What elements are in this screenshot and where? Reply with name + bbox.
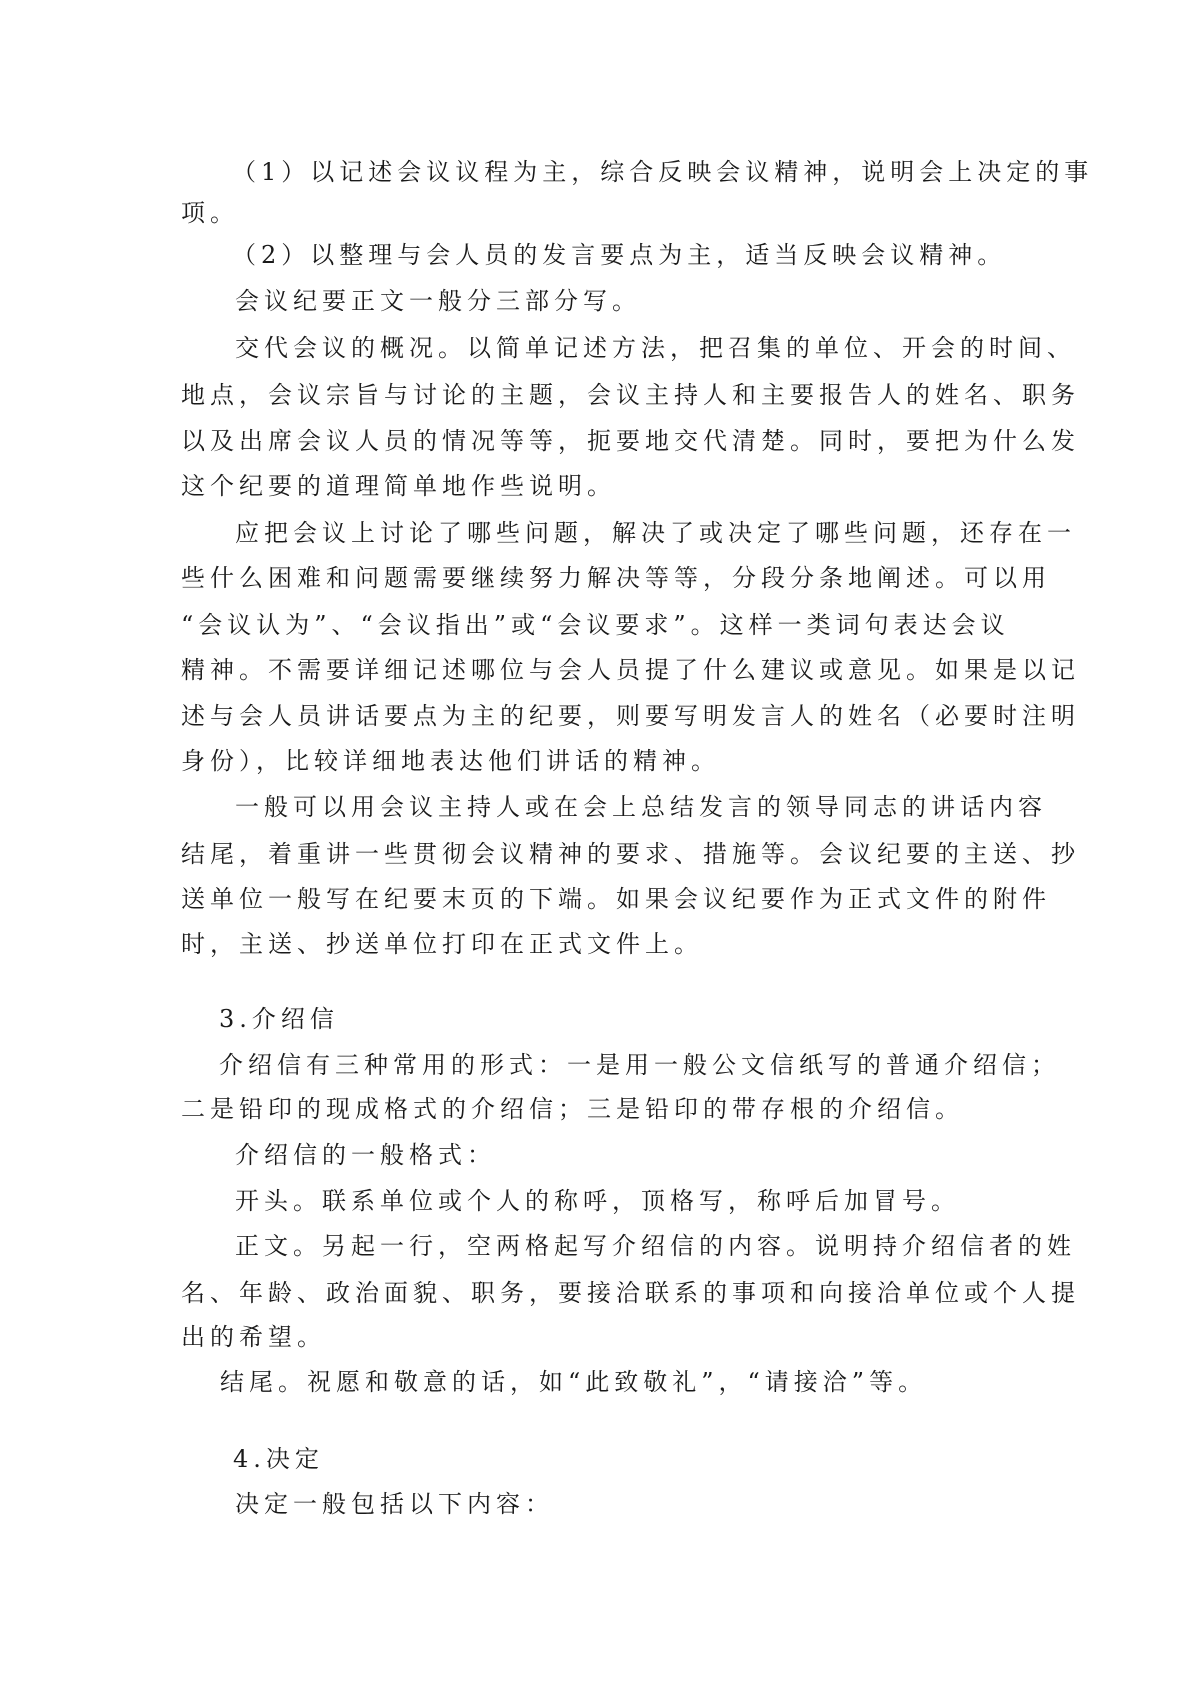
text-line: （1）以记述会议议程为主，综合反映会议精神，说明会上决定的事: [232, 158, 1094, 186]
text-line: 决定一般包括以下内容：: [235, 1490, 554, 1518]
text-line: 时，主送、抄送单位打印在正式文件上。: [181, 930, 703, 958]
text-line: 以及出席会议人员的情况等等，扼要地交代清楚。同时，要把为什么发: [181, 427, 1080, 455]
text-line: 项。: [181, 199, 239, 227]
text-line: 介绍信有三种常用的形式：一是用一般公文信纸写的普通介绍信；: [219, 1051, 1060, 1079]
text-line: 送单位一般写在纪要末页的下端。如果会议纪要作为正式文件的附件: [181, 885, 1051, 913]
text-line: 结尾，着重讲一些贯彻会议精神的要求、措施等。会议纪要的主送、抄: [181, 840, 1080, 868]
section-heading: 4.决定: [233, 1445, 324, 1473]
text-line: 会议纪要正文一般分三部分写。: [235, 287, 641, 315]
text-line: “会议认为”、“会议指出”或“会议要求”。这样一类词句表达会议: [181, 611, 1010, 639]
text-line: 交代会议的概况。以简单记述方法，把召集的单位、开会的时间、: [235, 334, 1076, 362]
text-line: 出的希望。: [181, 1323, 326, 1351]
text-line: 正文。另起一行，空两格起写介绍信的内容。说明持介绍信者的姓: [235, 1232, 1076, 1260]
text-line: 身份），比较详细地表达他们讲话的精神。: [181, 747, 720, 775]
text-line: 结尾。祝愿和敬意的话，如“此致敬礼”，“请接洽”等。: [220, 1368, 928, 1396]
text-line: （2）以整理与会人员的发言要点为主，适当反映会议精神。: [232, 241, 1007, 269]
text-line: 应把会议上讨论了哪些问题，解决了或决定了哪些问题，还存在一: [235, 519, 1076, 547]
text-line: 述与会人员讲话要点为主的纪要，则要写明发言人的姓名（必要时注明: [181, 702, 1080, 730]
text-line: 这个纪要的道理简单地作些说明。: [181, 472, 616, 500]
section-heading: 3.介绍信: [219, 1005, 339, 1033]
text-line: 名、年龄、政治面貌、职务，要接洽联系的事项和向接洽单位或个人提: [181, 1279, 1080, 1307]
text-line: 介绍信的一般格式：: [235, 1141, 496, 1169]
text-line: 些什么困难和问题需要继续努力解决等等，分段分条地阐述。可以用: [181, 564, 1051, 592]
text-line: 地点，会议宗旨与讨论的主题，会议主持人和主要报告人的姓名、职务: [181, 381, 1080, 409]
text-line: 二是铅印的现成格式的介绍信；三是铅印的带存根的介绍信。: [181, 1095, 964, 1123]
text-line: 开头。联系单位或个人的称呼，顶格写，称呼后加冒号。: [235, 1187, 960, 1215]
text-line: 一般可以用会议主持人或在会上总结发言的领导同志的讲话内容: [235, 793, 1047, 821]
text-line: 精神。不需要详细记述哪位与会人员提了什么建议或意见。如果是以记: [181, 656, 1080, 684]
